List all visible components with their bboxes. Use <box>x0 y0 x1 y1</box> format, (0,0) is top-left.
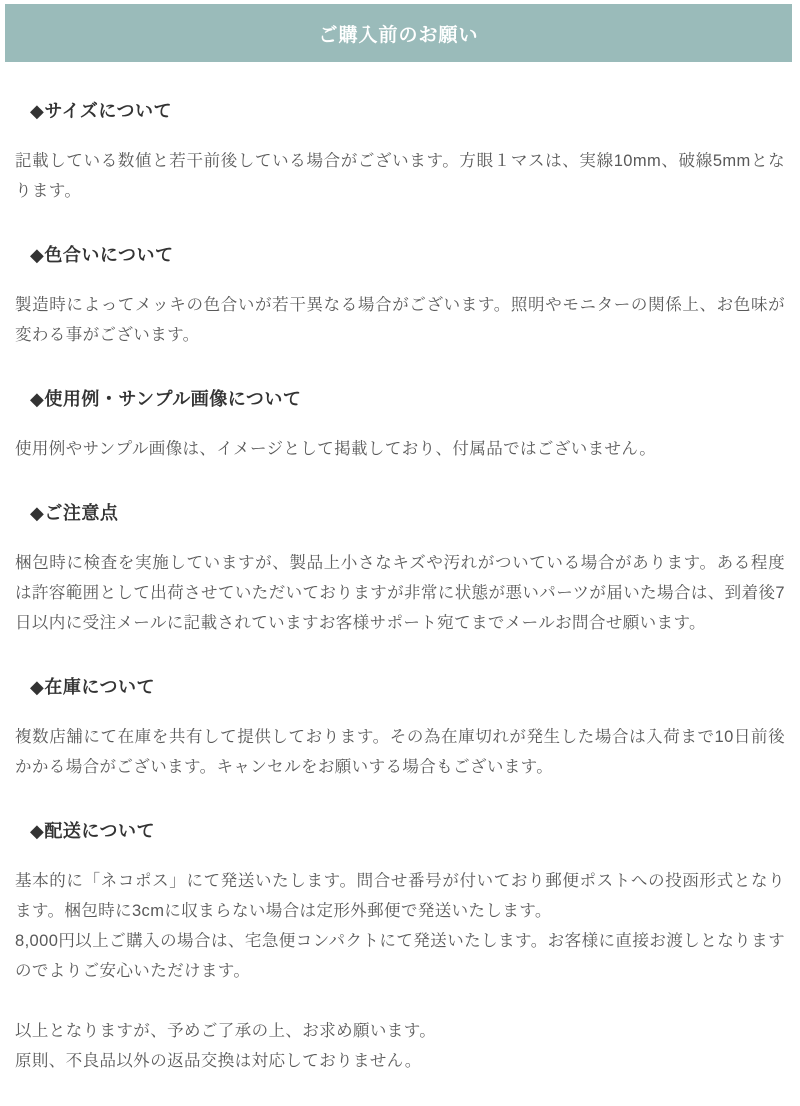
page-title: ご購入前のお願い <box>318 24 479 46</box>
section-stock <box>15 672 785 782</box>
section-heading-stock: ◆在庫について <box>30 677 155 697</box>
section-paragraph: 基本的に「ネコポス」にて発送いたします。問合せ番号が付いており郵便ポストへの投函形式となります。梱包時に3cmに収まらない場合は定形外郵便で発送いたします。 <box>15 872 785 920</box>
section-color <box>15 240 785 350</box>
section-sample-images <box>15 384 785 464</box>
section-body-caution <box>15 548 785 638</box>
closing-line: 以上となりますが、予めご了承の上、お求め願います。 <box>15 1022 437 1040</box>
notice-content <box>0 96 800 1076</box>
section-heading-size: ◆サイズについて <box>30 101 173 121</box>
closing-note <box>15 1016 785 1076</box>
section-paragraph: 複数店舗にて在庫を共有して提供しております。その為在庫切れが発生した場合は入荷まで10日前後かかる場合がございます。キャンセルをお願いする場合もございます。 <box>15 728 785 776</box>
closing-line: 原則、不良品以外の返品交換は対応しておりません。 <box>15 1052 422 1070</box>
section-heading-sample-images: ◆使用例・サンプル画像について <box>30 389 302 409</box>
section-paragraph: 8,000円以上ご購入の場合は、宅急便コンパクトにて発送いたします。お客様に直接お渡しとなりますのでよりご安心いただけます。 <box>15 932 785 980</box>
section-size <box>15 96 785 206</box>
section-heading-color: ◆色合いについて <box>30 245 174 265</box>
section-heading-caution: ◆ご注意点 <box>30 503 119 523</box>
section-caution <box>15 498 785 638</box>
section-paragraph: 使用例やサンプル画像は、イメージとして掲載しており、付属品ではございません。 <box>15 440 657 458</box>
section-body-color <box>15 290 785 350</box>
section-body-size <box>15 146 785 206</box>
section-heading-shipping: ◆配送について <box>30 821 155 841</box>
section-paragraph: 記載している数値と若干前後している場合がございます。方眼１マスは、実線10mm、破線5mmとなります。 <box>15 152 785 200</box>
section-body-sample-images <box>15 434 785 464</box>
section-shipping <box>15 816 785 986</box>
section-body-shipping <box>15 866 785 986</box>
section-body-stock <box>15 722 785 782</box>
notice-header-banner <box>5 4 792 62</box>
section-paragraph: 梱包時に検査を実施していますが、製品上小さなキズや汚れがついている場合があります。ある程度は許容範囲として出荷させていただいておりますが非常に状態が悪いパーツが届いた場合は、到着後7日以内に受注メールに記載されていますお客様サポート宛てまでメールお問合せ願います。 <box>15 554 785 632</box>
section-paragraph: 製造時によってメッキの色合いが若干異なる場合がございます。照明やモニターの関係上、お色味が変わる事がございます。 <box>15 296 785 344</box>
